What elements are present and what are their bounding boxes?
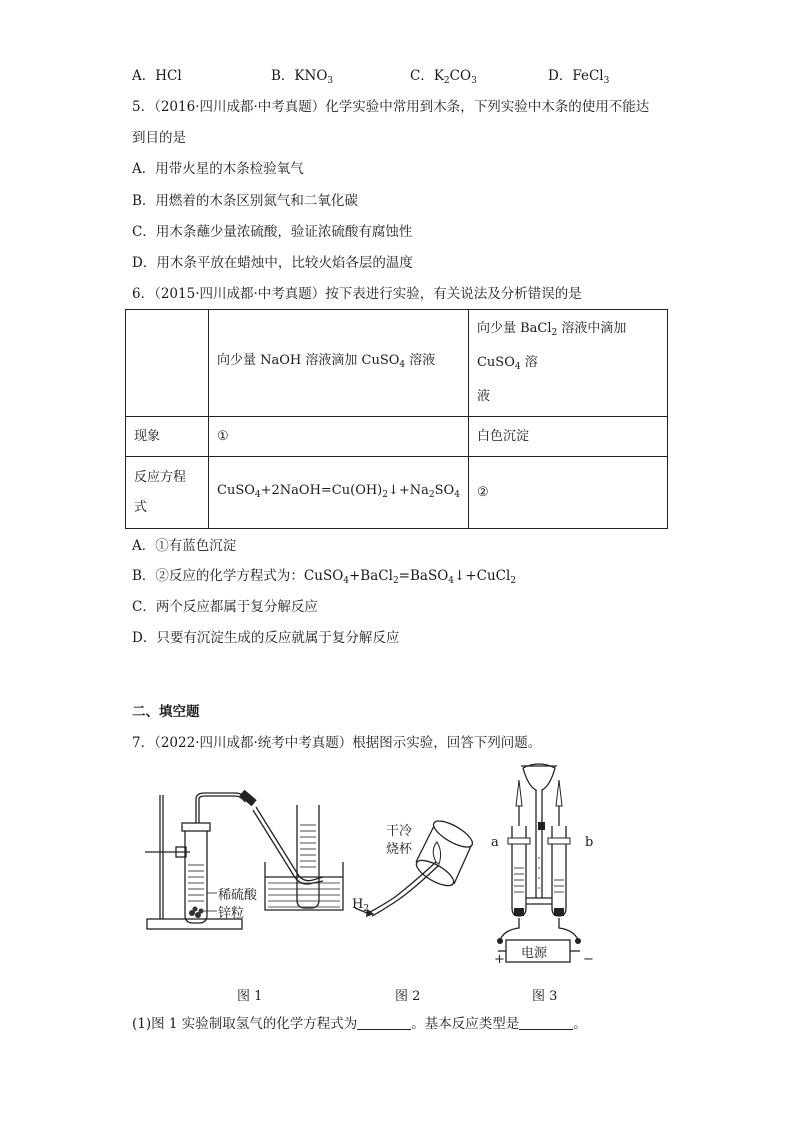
fig3-label-b: b — [585, 835, 594, 850]
q6-table — [125, 309, 668, 529]
q6-cell-equation-1: $CuSO_4+2NaOH=Cu(OH)_2↓+Na_2SO_4$ — [209, 457, 469, 529]
fig3-label-plus: + — [494, 952, 505, 967]
q6-col1-header: 向少量 NaOH 溶液滴加 CuSO$_4$ 溶液 — [209, 310, 469, 417]
q6-stem: 6．（2015·四川成都·中考真题）按下表进行实验，有关说法及分析错误的是 — [132, 286, 582, 302]
q6-option-d: D．只要有沉淀生成的反应就属于复分解反应 — [132, 630, 400, 646]
q5-option-d: D．用木条平放在蜡烛中，比较火焰各层的温度 — [132, 255, 413, 271]
fig3-label-minus: − — [583, 952, 594, 967]
q5-stem-line1: 5．（2016·四川成都·中考真题）化学实验中常用到木条，下列实验中木条的使用不能达 — [132, 99, 650, 115]
fig2-label-beaker: 烧杯 — [386, 842, 413, 857]
q4-option-a: A．HCl — [132, 68, 182, 84]
answer-blank-equation[interactable] — [357, 1015, 411, 1030]
q6-row-label-phenomenon: 现象 — [126, 417, 209, 457]
q6-cell-phenomenon-2: 白色沉淀 — [468, 417, 667, 457]
q6-option-b: B．②反应的化学方程式为：CuSO$_4$+BaCl$_2$=BaSO$_4$↓+CuCl$_2$ — [132, 568, 517, 586]
fig2-label-h2: $H_2$ — [352, 897, 370, 914]
q5-option-a: A．用带火星的木条检验氧气 — [132, 161, 304, 177]
fig2-label-dry-cold: 干冷 — [386, 824, 413, 839]
fig3-caption: 图 3 — [532, 989, 558, 1004]
q6-option-c: C．两个反应都属于复分解反应 — [132, 599, 318, 615]
q6-option-a: A．①有蓝色沉淀 — [132, 538, 237, 554]
q7-stem: 7．（2022·四川成都·统考中考真题）根据图示实验，回答下列问题。 — [132, 735, 542, 751]
fig1-label-dilute-acid: 稀硫酸 — [218, 888, 258, 903]
fig3-label-a: a — [491, 835, 499, 850]
fig3-electrolysis-apparatus — [492, 758, 602, 970]
fig1-caption: 图 1 — [237, 989, 263, 1004]
fig1-label-zinc: 锌粒 — [218, 906, 245, 921]
q5-option-c: C．用木条蘸少量浓硫酸，验证浓硫酸有腐蚀性 — [132, 224, 413, 240]
q6-table-corner — [126, 310, 209, 417]
q7-subquestion-1: (1)图 1 实验制取氢气的化学方程式为 。基本反应类型是 。 — [132, 1016, 587, 1032]
q4-option-b: B．$KNO_3$ — [271, 68, 334, 86]
q4-option-c: C．$K_2CO_3$ — [410, 68, 477, 86]
q5-option-b: B．用燃着的木条区别氮气和二氧化碳 — [132, 193, 358, 209]
q6-cell-phenomenon-1: ① — [209, 417, 469, 457]
fig2-caption: 图 2 — [395, 989, 421, 1004]
fig2-hydrogen-combustion — [350, 812, 485, 927]
q5-stem-line2: 到目的是 — [132, 130, 186, 146]
q6-row-label-equation: 反应方程 式 — [126, 457, 209, 529]
answer-blank-reaction-type[interactable] — [519, 1015, 573, 1030]
section-title: 二、填空题 — [132, 704, 200, 720]
q6-col2-header: 向少量 BaCl$_2$ 溶液中滴加 CuSO$_4$ 溶 液 — [468, 310, 667, 417]
q4-option-d: D．FeCl$_3$ — [548, 68, 610, 86]
fig3-label-power-supply: 电源 — [521, 946, 548, 961]
q6-cell-equation-2: ② — [468, 457, 667, 529]
